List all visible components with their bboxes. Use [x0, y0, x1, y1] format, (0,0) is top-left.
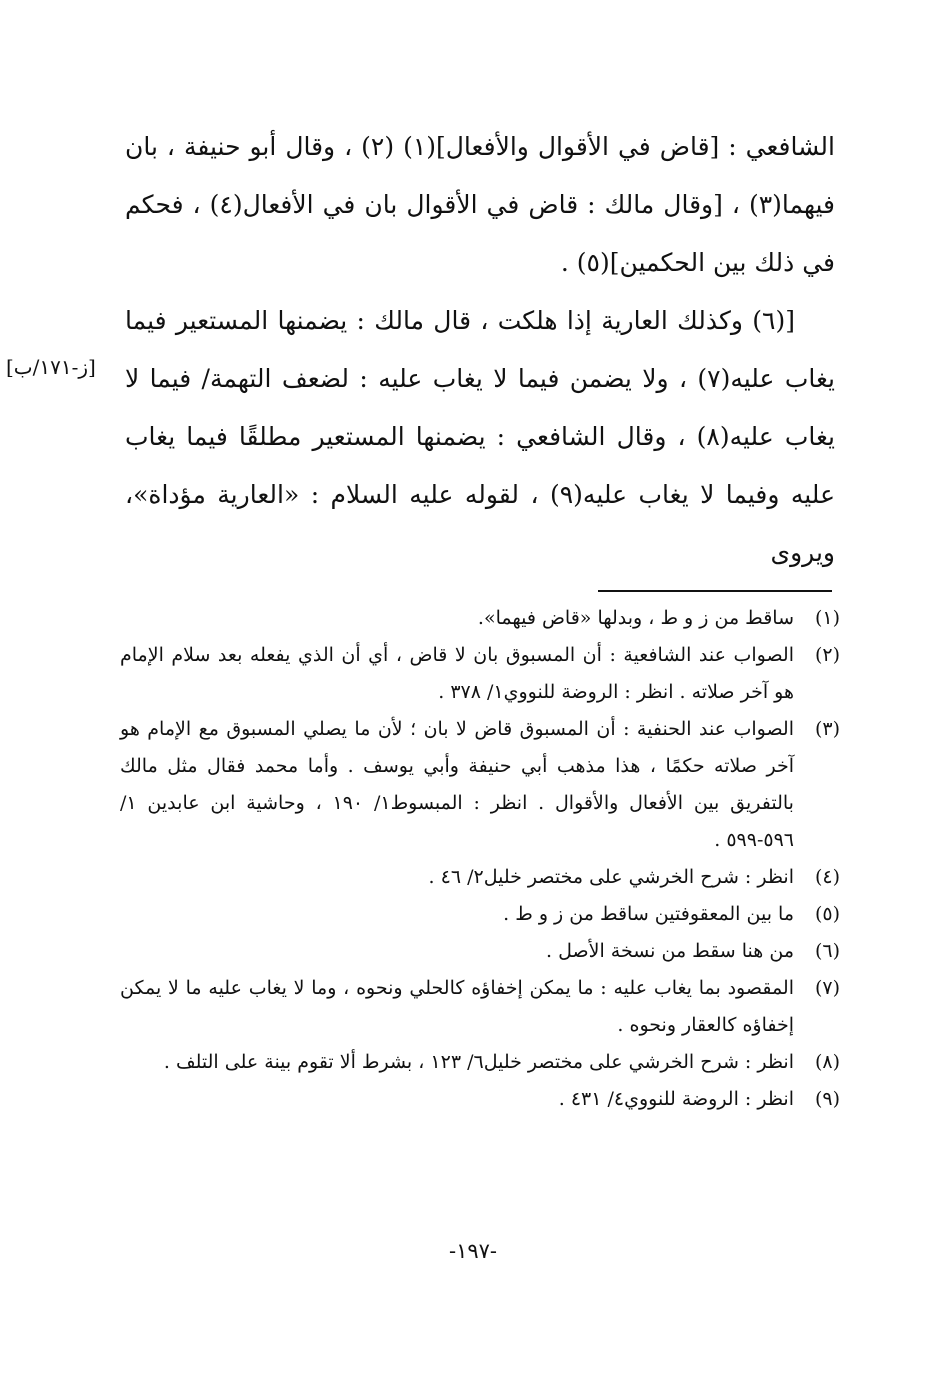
footnote — [120, 859, 840, 896]
footnote-text: انظر : شرح الخرشي على مختصر خليل٢/ ٤٦ . — [428, 866, 794, 888]
manuscript-folio-reference: [ز-١٧١/ب] — [6, 355, 96, 379]
footnote-text: انظر : شرح الخرشي على مختصر خليل٦/ ١٢٣ ، بشرط ألا تقوم بينة على التلف . — [163, 1051, 794, 1073]
footnote-separator — [598, 590, 832, 592]
footnote — [120, 933, 840, 970]
footnote — [120, 711, 840, 859]
footnote — [120, 600, 840, 637]
footnote-text: ما بين المعقوفتين ساقط من ز و ط . — [503, 903, 794, 925]
footnote-text: ساقط من ز و ط ، وبدلها «قاض فيهما». — [477, 607, 794, 629]
footnote — [120, 896, 840, 933]
footnote — [120, 1081, 840, 1118]
footnote — [120, 970, 840, 1044]
paragraph-2: [(٦) وكذلك العارية إذا هلكت ، قال مالك : يضمنها المستعير فيما يغاب عليه(٧) ، ولا يضمن فيما لا يغاب عليه : لضعف التهمة/ فيما لا يغاب عليه(٨) ، وقال الشافعي : يضمنها المستعير مطلقًا فيما يغاب عليه وفيما لا يغاب عليه(٩) ، لقوله عليه السلام : «العارية مؤداة»، ويروى — [125, 306, 835, 567]
footnote-number: (٣) — [814, 718, 840, 740]
footnote-number: (٧) — [814, 977, 840, 999]
footnote-text: الصواب عند الحنفية : أن المسبوق قاض لا بان ؛ لأن ما يصلي المسبوق مع الإمام هو آخر صلاته حكمًا ، هذا مذهب أبي حنيفة وأبي يوسف . وأما محمد فقال مثل مالك بالتفريق بين الأفعال والأقوال . انظر : المبسوط١/ ١٩٠ ، وحاشية ابن عابدين ١/ ٥٩٦-٥٩٩ . — [120, 718, 794, 851]
page-number: -١٩٧- — [448, 1239, 498, 1263]
footnote-number: (٤) — [814, 866, 840, 888]
footnote-number: (٢) — [814, 644, 840, 666]
main-text — [125, 118, 835, 582]
footnote-text: الصواب عند الشافعية : أن المسبوق بان لا قاض ، أي أن الذي يفعله بعد سلام الإمام هو آخر صلاته . انظر : الروضة للنووي١/ ٣٧٨ . — [120, 644, 794, 703]
footnote-text: من هنا سقط من نسخة الأصل . — [546, 940, 794, 962]
footnote-number: (٥) — [814, 903, 840, 925]
footnote-number: (٨) — [814, 1051, 840, 1073]
footnote-number: (١) — [814, 607, 840, 629]
footnote — [120, 1044, 840, 1081]
footnotes — [120, 600, 840, 1118]
footnote-number: (٦) — [814, 940, 840, 962]
footnote-text: انظر : الروضة للنووي٤/ ٤٣١ . — [558, 1088, 794, 1110]
paragraph-1: الشافعي : [قاض في الأقوال والأفعال](١) (٢) ، وقال أبو حنيفة ، بان فيهما(٣) ، [وقال مالك : قاض في الأقوال بان في الأفعال(٤) ، فحكم في ذلك بين الحكمين](٥) . — [125, 132, 835, 277]
footnote — [120, 637, 840, 711]
footnote-text: المقصود بما يغاب عليه : ما يمكن إخفاؤه كالحلي ونحوه ، وما لا يغاب عليه ما لا يمكن إخفاؤه كالعقار ونحوه . — [120, 977, 794, 1036]
footnote-number: (٩) — [814, 1088, 840, 1110]
